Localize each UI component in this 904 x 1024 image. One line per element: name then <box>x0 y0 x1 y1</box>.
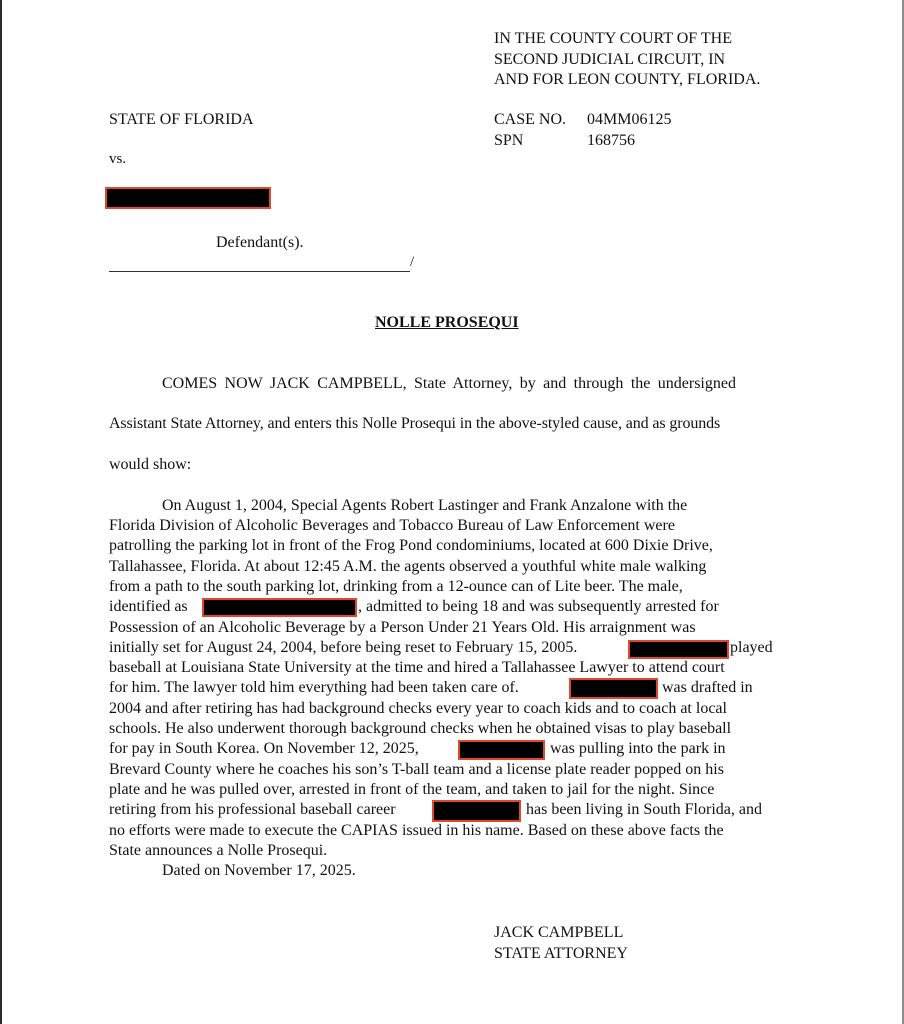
body-line: was pulling into the park in <box>550 740 726 757</box>
plaintiff-name: STATE OF FLORIDA <box>109 111 254 128</box>
body-line: has been living in South Florida, and <box>526 801 762 818</box>
redaction-box <box>569 678 658 699</box>
body-line: On August 1, 2004, Special Agents Robert Lastinger and Frank Anzalone with the <box>162 497 688 514</box>
signature-title: STATE ATTORNEY <box>494 944 628 962</box>
body-line: baseball at Louisiana State University at the time and hired a Tallahassee Lawyer to attend court <box>109 659 725 676</box>
defendant-label: Defendant(s). <box>216 234 304 251</box>
redaction-box <box>628 640 729 659</box>
body-line: Florida Division of Alcoholic Beverages and Tobacco Bureau of Law Enforcement were <box>109 517 675 534</box>
court-caption <box>494 29 760 91</box>
body-line: identified as <box>109 598 188 615</box>
body-line: for him. The lawyer told him everything had been taken care of. <box>109 679 519 696</box>
document-title: NOLLE PROSEQUI <box>375 314 519 331</box>
redaction-box <box>105 187 271 209</box>
signature-name: JACK CAMPBELL <box>494 924 624 941</box>
signature-block <box>494 923 628 964</box>
intro-line: COMES NOW JACK CAMPBELL, State Attorney, by and through the undersigned <box>162 375 736 392</box>
case-number-row <box>494 110 671 131</box>
dated-line: Dated on November 17, 2025. <box>162 862 356 879</box>
versus-label: vs. <box>109 151 127 167</box>
court-caption-line: IN THE COUNTY COURT OF THE <box>494 30 733 47</box>
body-line: Tallahassee, Florida. At about 12:45 A.M. the agents observed a youthful white male walking <box>109 558 707 575</box>
court-caption-line: AND FOR LEON COUNTY, FLORIDA. <box>494 71 761 88</box>
redaction-box <box>432 800 521 822</box>
spn-row <box>494 131 671 152</box>
body-line: no efforts were made to execute the CAPIAS issued in his name. Based on these above facts the <box>109 822 724 839</box>
body-line: played <box>730 639 773 656</box>
court-caption-line: SECOND JUDICIAL CIRCUIT, IN <box>494 50 726 68</box>
body-line: Brevard County where he coaches his son’s T-ball team and a license plate reader popped on his <box>109 761 724 778</box>
body-line: State announces a Nolle Prosequi. <box>109 842 328 859</box>
body-line: was drafted in <box>662 679 753 696</box>
spn-value: 168756 <box>587 131 635 149</box>
case-number-value: 04MM06125 <box>587 111 672 128</box>
body-line: initially set for August 24, 2004, before being reset to February 15, 2005. <box>109 639 578 656</box>
body-line: 2004 and after retiring has had background checks every year to coach kids and to coach at local <box>109 700 727 717</box>
body-line: Possession of an Alcoholic Beverage by a Person Under 21 Years Old. His arraignment was <box>109 619 696 636</box>
caption-divider-line <box>109 271 410 272</box>
case-number-label: CASE NO. <box>494 111 567 128</box>
body-line: patrolling the parking lot in front of the Frog Pond condominiums, located at 600 Dixie Drive, <box>109 537 713 554</box>
body-line: for pay in South Korea. On November 12, 2025, <box>109 740 419 757</box>
body-line: from a path to the south parking lot, drinking from a 12-ounce can of Lite beer. The male, <box>109 578 683 595</box>
caption-slash: / <box>410 254 415 270</box>
body-line: plate and he was pulled over, arrested in front of the team, and taken to jail for the night. Since <box>109 781 715 798</box>
intro-line: would show: <box>109 456 192 473</box>
body-line: retiring from his professional baseball career <box>109 801 396 818</box>
body-line: , admitted to being 18 and was subsequently arrested for <box>358 598 719 615</box>
case-info <box>494 110 671 151</box>
redaction-box <box>202 598 357 617</box>
spn-label: SPN <box>494 131 524 149</box>
redaction-box <box>458 740 545 760</box>
intro-line: Assistant State Attorney, and enters this Nolle Prosequi in the above-styled cause, and as grounds <box>109 415 721 432</box>
body-line: schools. He also underwent thorough background checks when he obtained visas to play baseball <box>109 720 732 737</box>
